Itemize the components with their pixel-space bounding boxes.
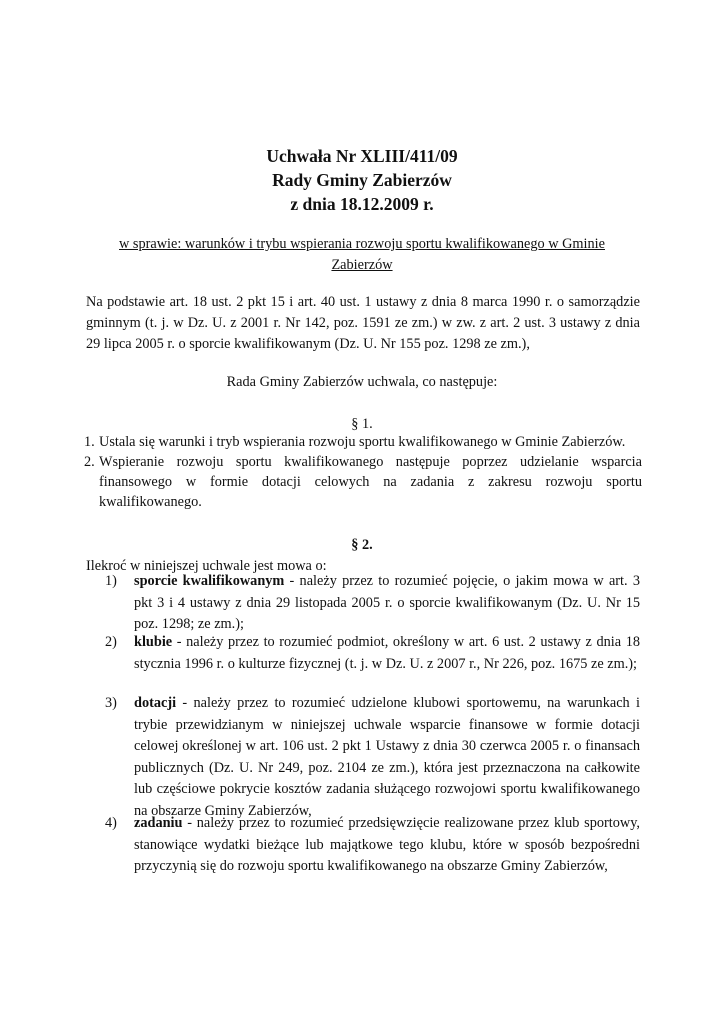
definition-text: - należy przez to rozumieć podmiot, określony w art. 6 ust. 2 ustawy z dnia 18 stycznia 1996 r. o kulturze fizycznej (t. j. w Dz. U. z 2007 r., Nr 226, poz. 1675 ze zm.); (134, 634, 640, 672)
list-item (84, 452, 642, 512)
section-1-heading: § 1. (351, 416, 373, 432)
definition-number: 1) (105, 573, 117, 589)
definition-term: sporcie kwalifikowanym (134, 573, 285, 589)
definition-item-1 (105, 571, 640, 636)
list-item (105, 693, 640, 822)
list-item-number: 1. (84, 434, 95, 450)
definition-term: dotacji (134, 695, 177, 711)
council-name: Rady Gminy Zabierzów (272, 170, 452, 190)
list-item (84, 432, 642, 452)
definition-number: 4) (105, 815, 117, 831)
section-2-heading: § 2. (351, 537, 373, 553)
definition-text: - należy przez to rozumieć przedsięwzięcie realizowane przez klub sportowy, stanowiące wydatki bieżące lub majątkowe tego klubu, które w sposób bezpośredni przyczynią się do rozwoju sportu kwalifikowanego na obszarze Gminy Zabierzów, (134, 815, 640, 874)
definition-number: 2) (105, 634, 117, 650)
list-item (105, 571, 640, 636)
definition-term: zadaniu (134, 815, 183, 831)
list-item-text: Wspieranie rozwoju sportu kwalifikowanego następuje poprzez udzielanie wsparcia finansowego w formie dotacji celowych na zadania z zakresu rozwoju sportu kwalifikowanego. (99, 454, 642, 510)
definition-item-3 (105, 693, 640, 822)
resolves-statement: Rada Gminy Zabierzów uchwala, co następuje: (226, 374, 498, 390)
definition-item-2 (105, 632, 640, 675)
resolution-number: Uchwała Nr XLIII/411/09 (266, 146, 458, 166)
list-item-text: Ustala się warunki i tryb wspierania rozwoju sportu kwalifikowanego w Gminie Zabierzów. (99, 434, 626, 450)
list-item-number: 2. (84, 454, 95, 470)
resolution-subject: w sprawie: warunków i trybu wspierania rozwoju sportu kwalifikowanego w Gminie Zabierzów (119, 236, 605, 273)
section-1-list (84, 432, 642, 512)
definition-term: klubie (134, 634, 173, 650)
list-item (105, 813, 640, 878)
definition-item-4 (105, 813, 640, 878)
definition-text: - należy przez to rozumieć pojęcie, o jakim mowa w art. 3 pkt 3 i 4 ustawy z dnia 29 listopada 2005 r. o sporcie kwalifikowanym (Dz. U. Nr 15 poz. 1298; ze zm.); (134, 573, 640, 632)
resolution-date: z dnia 18.12.2009 r. (290, 194, 434, 214)
list-item (105, 632, 640, 675)
section-2-intro: Ilekroć w niniejszej uchwale jest mowa o: (86, 558, 327, 574)
legal-basis: Na podstawie art. 18 ust. 2 pkt 15 i art. 40 ust. 1 ustawy z dnia 8 marca 1990 r. o samorządzie gminnym (t. j. w Dz. U. z 2001 r. Nr 142, poz. 1591 ze zm.) w zw. z art. 2 ust. 3 ustawy z dnia 29 lipca 2005 r. o sporcie kwalifikowanym (Dz. U. Nr 155 poz. 1298 ze zm.), (86, 294, 640, 352)
definition-number: 3) (105, 695, 117, 711)
definition-text: - należy przez to rozumieć udzielone klubowi sportowemu, na warunkach i trybie przewidzianym w niniejszej uchwale wsparcie finansowe w formie dotacji celowej określonej w art. 106 ust. 2 pkt 1 Ustawy z dnia 30 czerwca 2005 r. o finansach publicznych (Dz. U. Nr 249, poz. 2104 ze zm.), która jest przeznaczona na całkowite lub częściowe pokrycie kosztów zadania służącego rozwojowi sportu kwalifikowanego na obszarze Gminy Zabierzów, (134, 695, 640, 819)
